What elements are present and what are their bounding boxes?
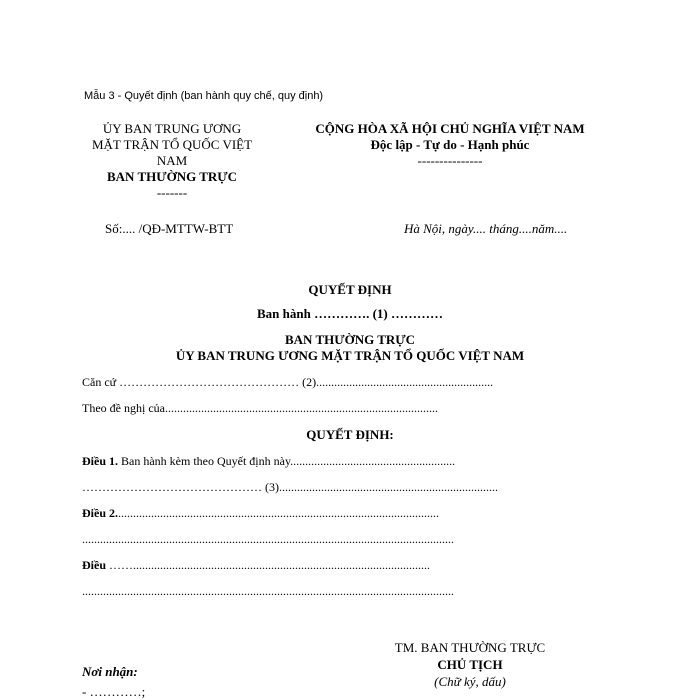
org-line-2: MẶT TRẬN TỔ QUỐC VIỆT [91, 137, 253, 152]
article-n [82, 558, 430, 573]
recipient-item: - …………; [82, 684, 146, 699]
issuer-line-1: BAN THƯỜNG TRỰC [284, 332, 415, 347]
document-number: Số:.... /QĐ-MTTW-BTT [105, 221, 234, 236]
form-template-note: Mẫu 3 - Quyết định (ban hành quy chế, quy định) [84, 90, 324, 102]
nation-name: CỘNG HÒA XÃ HỘI CHỦ NGHĨA VIỆT NAM [315, 121, 585, 136]
article-1-continuation: ……………………………………… (3)......................................................................... [82, 480, 498, 494]
article-2-text: ........................................................................................................... [118, 506, 439, 520]
org-divider: ------- [156, 185, 188, 200]
issuing-organization [82, 121, 262, 201]
national-motto [260, 121, 640, 169]
nation-motto: Độc lập - Tự do - Hạnh phúc [370, 137, 530, 152]
article-1 [82, 454, 455, 469]
org-line-3: NAM [156, 153, 188, 168]
recipients-label: Nơi nhận: [82, 664, 138, 679]
signature-note: (Chữ ký, dấu) [434, 674, 506, 689]
article-n-text: ……................................................................................................... [106, 558, 430, 572]
signature-title: CHỦ TỊCH [437, 657, 503, 672]
article-1-text: Ban hành kèm theo Quyết định này....................................................... [118, 454, 456, 468]
article-n-label: Điều [82, 558, 106, 572]
article-2 [82, 506, 439, 521]
issuing-body [110, 332, 590, 364]
decision-heading: QUYẾT ĐỊNH: [306, 427, 394, 442]
article-n-continuation: ............................................................................................................................ [82, 584, 454, 598]
nation-divider: --------------- [417, 153, 483, 168]
article-2-continuation: ............................................................................................................................ [82, 532, 454, 546]
place-and-date: Hà Nội, ngày.... tháng....năm.... [404, 221, 568, 236]
proposal-line: Theo đề nghị của........................................................................................... [82, 401, 438, 415]
org-line-4: BAN THƯỜNG TRỰC [106, 169, 237, 184]
document-title: QUYẾT ĐỊNH [308, 282, 392, 297]
signature-line-1: TM. BAN THƯỜNG TRỰC [394, 640, 546, 655]
signature-block [350, 639, 590, 690]
document-subtitle: Ban hành …………. (1) ………… [257, 306, 443, 321]
legal-basis-line: Căn cứ ……………………………………… (2)........................................................... [82, 375, 494, 389]
org-line-1: ỦY BAN TRUNG ƯƠNG [102, 121, 242, 136]
issuer-line-2: ỦY BAN TRUNG ƯƠNG MẶT TRẬN TỔ QUỐC VIỆT NAM [175, 348, 525, 363]
article-2-label: Điều 2. [82, 506, 118, 520]
article-1-label: Điều 1. [82, 454, 118, 468]
